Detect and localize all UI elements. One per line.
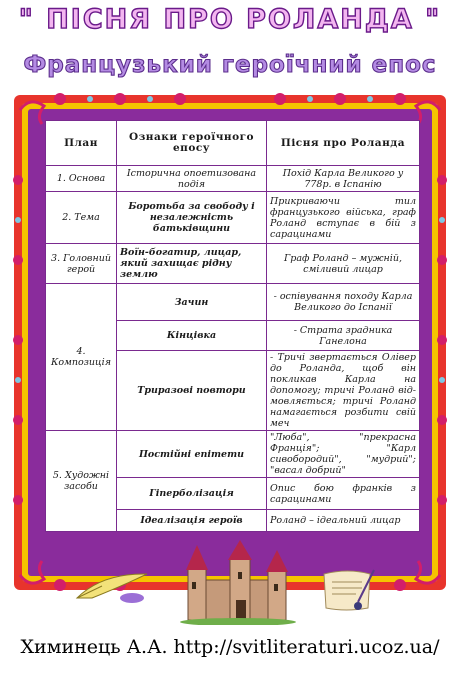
- page-title: " ПІСНЯ ПРО РОЛАНДА ": [18, 4, 442, 35]
- row-song: - Тричі звертається Олівер до Роланда, щоб він покликав Карла на допомогу; тричі Роланд від- мовляється; тричі Роланд намагається розбити свій меч: [267, 351, 420, 431]
- row-sign: Кінцівка: [117, 321, 267, 351]
- row-song: Прикриваючи тил французького війська, граф Роланд вступає в бій з сарацинами: [267, 192, 420, 244]
- row-song: Роланд – ідеальний лицар: [267, 510, 420, 532]
- row-sign: Воїн-богатир, лицар, який захищає рідну землю: [117, 244, 267, 284]
- row-sign: Постійні епітети: [117, 431, 267, 478]
- row-song: - оспівування походу Карла Великого до Іспанії: [267, 284, 420, 321]
- header-plan: План: [46, 121, 117, 166]
- row-sign: Зачин: [117, 284, 267, 321]
- quill-pen-icon: [72, 568, 152, 608]
- epic-table: [45, 120, 420, 532]
- header-song: Пісня про Роланда: [267, 121, 420, 166]
- row-plan: 2. Тема: [46, 192, 117, 244]
- table-header-row: [46, 121, 420, 166]
- row-sign: Гіперболізація: [117, 478, 267, 510]
- table-row: [46, 431, 420, 478]
- row-song: Опис бою франків з сарацинами: [267, 478, 420, 510]
- header-signs: Ознаки героїчного епосу: [117, 121, 267, 166]
- row-sign: Ідеалізація героїв: [117, 510, 267, 532]
- row-plan: 4. Композиція: [46, 284, 117, 431]
- row-plan: 1. Основа: [46, 166, 117, 192]
- author-credit: Химинець А.А. http://svitliteraturi.ucoz.ua/: [20, 636, 440, 658]
- row-song: Граф Роланд – мужній, сміливий лицар: [267, 244, 420, 284]
- parchment-icon: [318, 566, 378, 614]
- row-song: - Страта зрадника Ганелона: [267, 321, 420, 351]
- row-song: Похід Карла Великого у 778р. в Іспанію: [267, 166, 420, 192]
- row-plan: 3. Головний герой: [46, 244, 117, 284]
- page-subtitle: Французький героїчний епос: [23, 52, 437, 78]
- table-row: [46, 192, 420, 244]
- row-sign: Боротьба за свободу і незалежність батьківщини: [117, 192, 267, 244]
- row-sign: Історична опоетизована подія: [117, 166, 267, 192]
- row-song: "Люба", "прекрасна Франція"; "Карл сивобородий", "мудрий"; "васал добрий": [267, 431, 420, 478]
- row-plan: 5. Художні засоби: [46, 431, 117, 532]
- table-row: [46, 244, 420, 284]
- table-row: [46, 284, 420, 321]
- castle-illustration: [178, 540, 298, 625]
- row-sign: Триразові повтори: [117, 351, 267, 431]
- table-row: [46, 166, 420, 192]
